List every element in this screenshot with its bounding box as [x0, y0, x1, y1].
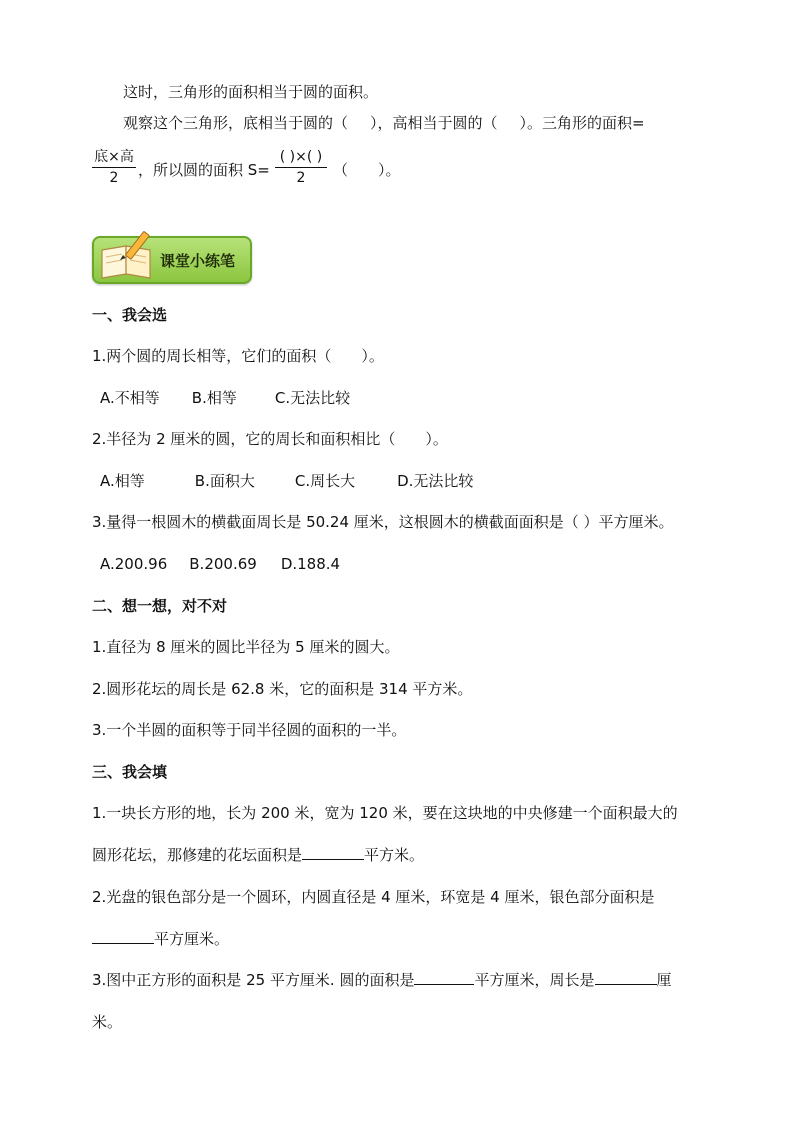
question-3-2-line-2 — [92, 929, 229, 949]
fraction-bar — [275, 167, 327, 168]
intro-line-3-end: （ ）。 — [333, 161, 401, 179]
book-pencil-icon — [96, 230, 160, 282]
question-2-1: 1.直径为 8 厘米的圆比半径为 5 厘米的圆大。 — [92, 638, 400, 656]
section-2-title: 二、想一想，对不对 — [92, 597, 228, 615]
question-3-1-line-2 — [92, 845, 424, 865]
answer-blank[interactable] — [414, 970, 474, 985]
question-3-3-line-1 — [92, 970, 672, 990]
question-3-1-text: 圆形花坛，那修建的花坛面积是 — [92, 846, 303, 864]
option-b: B.相等 — [191, 389, 237, 407]
question-3-1-unit: 平方米。 — [364, 846, 425, 864]
question-1-1: 1.两个圆的周长相等，它们的面积（ ）。 — [92, 347, 384, 365]
answer-blank[interactable] — [92, 929, 154, 944]
question-2-3: 3.一个半圆的面积等于同半径圆的面积的一半。 — [92, 721, 407, 739]
question-3-3-unit: 厘 — [656, 971, 672, 989]
practice-banner — [92, 236, 252, 284]
option-a: A.200.96 — [100, 555, 168, 573]
question-3-3-text: 3.图中正方形的面积是 25 平方厘米. 圆的面积是 — [92, 971, 415, 989]
intro-line-2-c: ）。三角形的面积= — [519, 114, 645, 132]
option-d: D.188.4 — [280, 555, 341, 573]
question-2-2: 2.圆形花坛的周长是 62.8 米，它的面积是 314 平方米。 — [92, 680, 473, 698]
answer-blank[interactable] — [595, 970, 657, 985]
option-a: A.相等 — [100, 472, 145, 490]
question-3-3-line-2: 米。 — [92, 1013, 123, 1031]
intro-line-2-a: 观察这个三角形，底相当于圆的（ — [123, 114, 349, 132]
question-3-1-line-1: 1.一块长方形的地，长为 200 米，宽为 120 米，要在这块地的中央修建一个面积最大的 — [92, 804, 678, 822]
fraction-base-height — [92, 148, 136, 187]
question-1-2: 2.半径为 2 厘米的圆，它的周长和面积相比（ ）。 — [92, 430, 448, 448]
question-1-1-options — [100, 388, 350, 408]
fraction-numerator: ( )×( ) — [279, 149, 323, 165]
intro-line-1: 这时，三角形的面积相当于圆的面积。 — [123, 83, 379, 101]
intro-line-2 — [123, 113, 645, 133]
fraction-denominator: 2 — [109, 170, 119, 186]
fraction-area — [275, 148, 327, 187]
intro-line-3: ，所以圆的面积 S= — [138, 161, 270, 179]
option-b: B.面积大 — [194, 472, 255, 490]
question-1-3: 3.量得一根圆木的横截面周长是 50.24 厘米，这根圆木的横截面面积是（ ）平方厘米。 — [92, 513, 674, 531]
option-b: B.200.69 — [189, 555, 257, 573]
option-c: C.无法比较 — [274, 389, 351, 407]
section-3-title: 三、我会填 — [92, 763, 168, 781]
question-3-2-unit: 平方厘米。 — [154, 930, 230, 948]
answer-blank[interactable] — [302, 845, 364, 860]
question-3-3-mid: 平方厘米，周长是 — [474, 971, 595, 989]
fraction-numerator: 底×高 — [94, 149, 134, 165]
option-a: A.不相等 — [100, 389, 160, 407]
section-1-title: 一、我会选 — [92, 306, 168, 324]
question-1-2-options — [100, 471, 473, 491]
banner-label: 课堂小练笔 — [160, 252, 236, 270]
option-c: C.周长大 — [294, 472, 356, 490]
question-3-2-line-1: 2.光盘的银色部分是一个圆环，内圆直径是 4 厘米，环宽是 4 厘米，银色部分面积是 — [92, 888, 655, 906]
fraction-bar — [92, 167, 136, 168]
fraction-denominator: 2 — [296, 170, 306, 186]
intro-line-2-b: ），高相当于圆的（ — [370, 114, 498, 132]
question-1-3-options — [100, 554, 340, 574]
option-d: D.无法比较 — [397, 472, 474, 490]
